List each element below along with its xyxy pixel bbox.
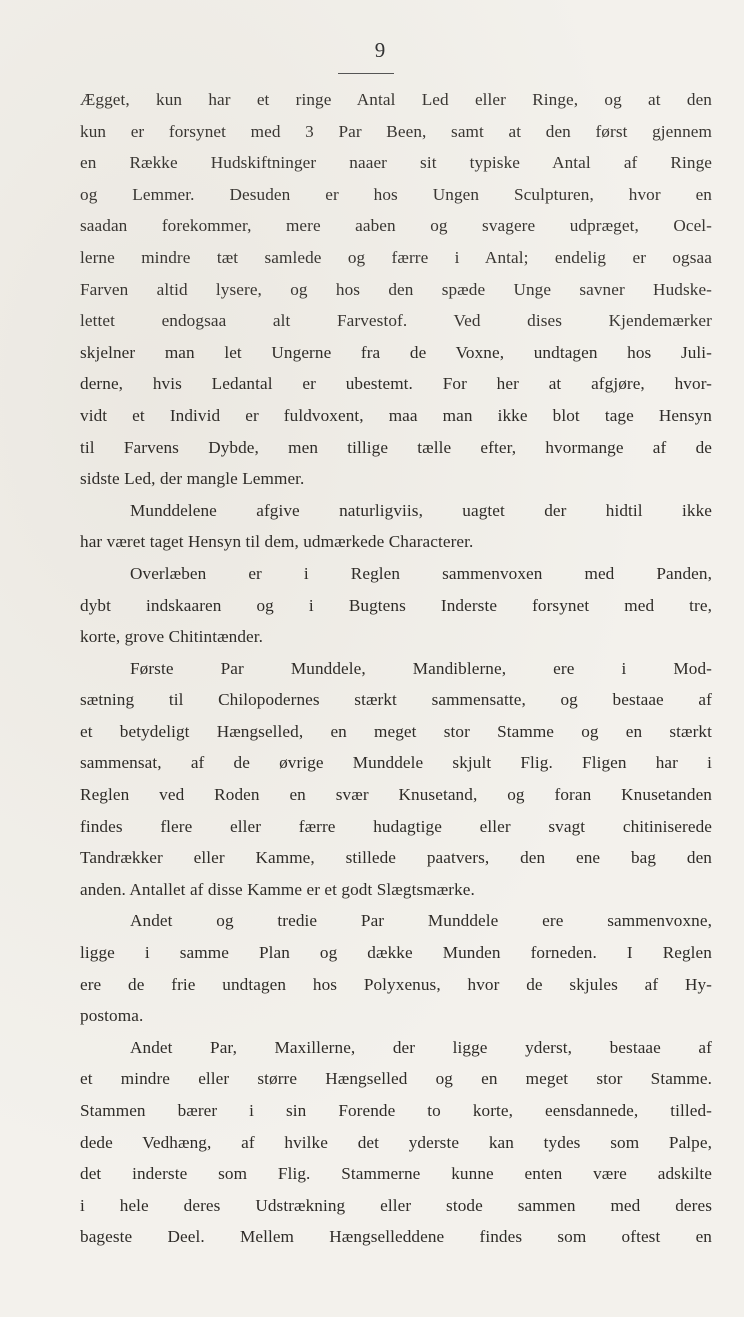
- text-line: sætning til Chilopodernes stærkt sammensatte, og bestaae af: [80, 690, 712, 710]
- paragraph-start-line: Munddelene afgive naturligviis, uagtet der hidtil ikke: [130, 500, 712, 520]
- text-line: korte, grove Chitintænder.: [80, 627, 264, 647]
- text-line: bageste Deel. Mellem Hængselleddene findes som oftest en: [80, 1227, 712, 1247]
- text-line: Reglen ved Roden en svær Knusetand, og foran Knusetanden: [80, 785, 712, 805]
- text-line: det inderste som Flig. Stammerne kunne enten være adskilte: [80, 1164, 712, 1184]
- text-line: lerne mindre tæt samlede og færre i Antal; endelig er ogsaa: [80, 247, 712, 267]
- paragraph-start-line: Andet og tredie Par Munddele ere sammenvoxne,: [130, 911, 712, 931]
- page-number: 9: [374, 38, 386, 62]
- text-line: anden. Antallet af disse Kamme er et godt Slægtsmærke.: [80, 879, 475, 899]
- text-line: til Farvens Dybde, men tillige tælle efter, hvormange af de: [80, 437, 712, 457]
- text-line: lettet endogsaa alt Farvestof. Ved dises Kjendemærker: [80, 311, 712, 331]
- text-line: kun er forsynet med 3 Par Been, samt at den først gjennem: [80, 121, 712, 141]
- text-line: vidt et Individ er fuldvoxent, maa man ikke blot tage Hensyn: [80, 405, 712, 425]
- text-line: Tandrækker eller Kamme, stillede paatvers, den ene bag den: [80, 848, 712, 868]
- text-line: postoma.: [80, 1006, 144, 1026]
- text-line: og Lemmer. Desuden er hos Ungen Sculpturen, hvor en: [80, 184, 712, 204]
- text-line: ere de frie undtagen hos Polyxenus, hvor de skjules af Hy-: [80, 974, 712, 994]
- page-number-rule: [338, 73, 394, 74]
- body-text: [80, 84, 712, 1253]
- text-line: et mindre eller større Hængselled og en meget stor Stamme.: [80, 1069, 712, 1089]
- paragraph-start-line: Første Par Munddele, Mandiblerne, ere i Mod-: [130, 658, 712, 678]
- text-line: dede Vedhæng, af hvilke det yderste kan tydes som Palpe,: [80, 1132, 712, 1152]
- text-line: har været taget Hensyn til dem, udmærkede Characterer.: [80, 532, 474, 552]
- paragraph-start-line: Overlæben er i Reglen sammenvoxen med Panden,: [130, 563, 712, 583]
- paragraph-start-line: Andet Par, Maxillerne, der ligge yderst, bestaae af: [130, 1037, 712, 1057]
- text-line: Stammen bærer i sin Forende to korte, eensdannede, tilled-: [80, 1101, 712, 1120]
- text-line: en Række Hudskiftninger naaer sit typiske Antal af Ringe: [80, 153, 712, 173]
- text-line: skjelner man let Ungerne fra de Voxne, undtagen hos Juli-: [80, 342, 712, 362]
- text-line: ligge i samme Plan og dække Munden forneden. I Reglen: [80, 943, 712, 963]
- text-line: sidste Led, der mangle Lemmer.: [80, 469, 305, 489]
- text-line: findes flere eller færre hudagtige eller svagt chitiniserede: [80, 816, 712, 836]
- text-line: dybt indskaaren og i Bugtens Inderste forsynet med tre,: [80, 595, 712, 615]
- text-line: Farven altid lysere, og hos den spæde Unge savner Hudske-: [80, 279, 712, 299]
- text-line: et betydeligt Hængselled, en meget stor Stamme og en stærkt: [80, 721, 712, 741]
- text-line: i hele deres Udstrækning eller stode sammen med deres: [80, 1195, 712, 1215]
- text-line: saadan forekommer, mere aaben og svagere udpræget, Ocel-: [80, 216, 712, 236]
- text-line: derne, hvis Ledantal er ubestemt. For her at afgjøre, hvor-: [80, 374, 712, 394]
- text-line: sammensat, af de øvrige Munddele skjult Flig. Fligen har i: [80, 753, 712, 773]
- text-line: Ægget, kun har et ringe Antal Led eller Ringe, og at den: [80, 90, 712, 109]
